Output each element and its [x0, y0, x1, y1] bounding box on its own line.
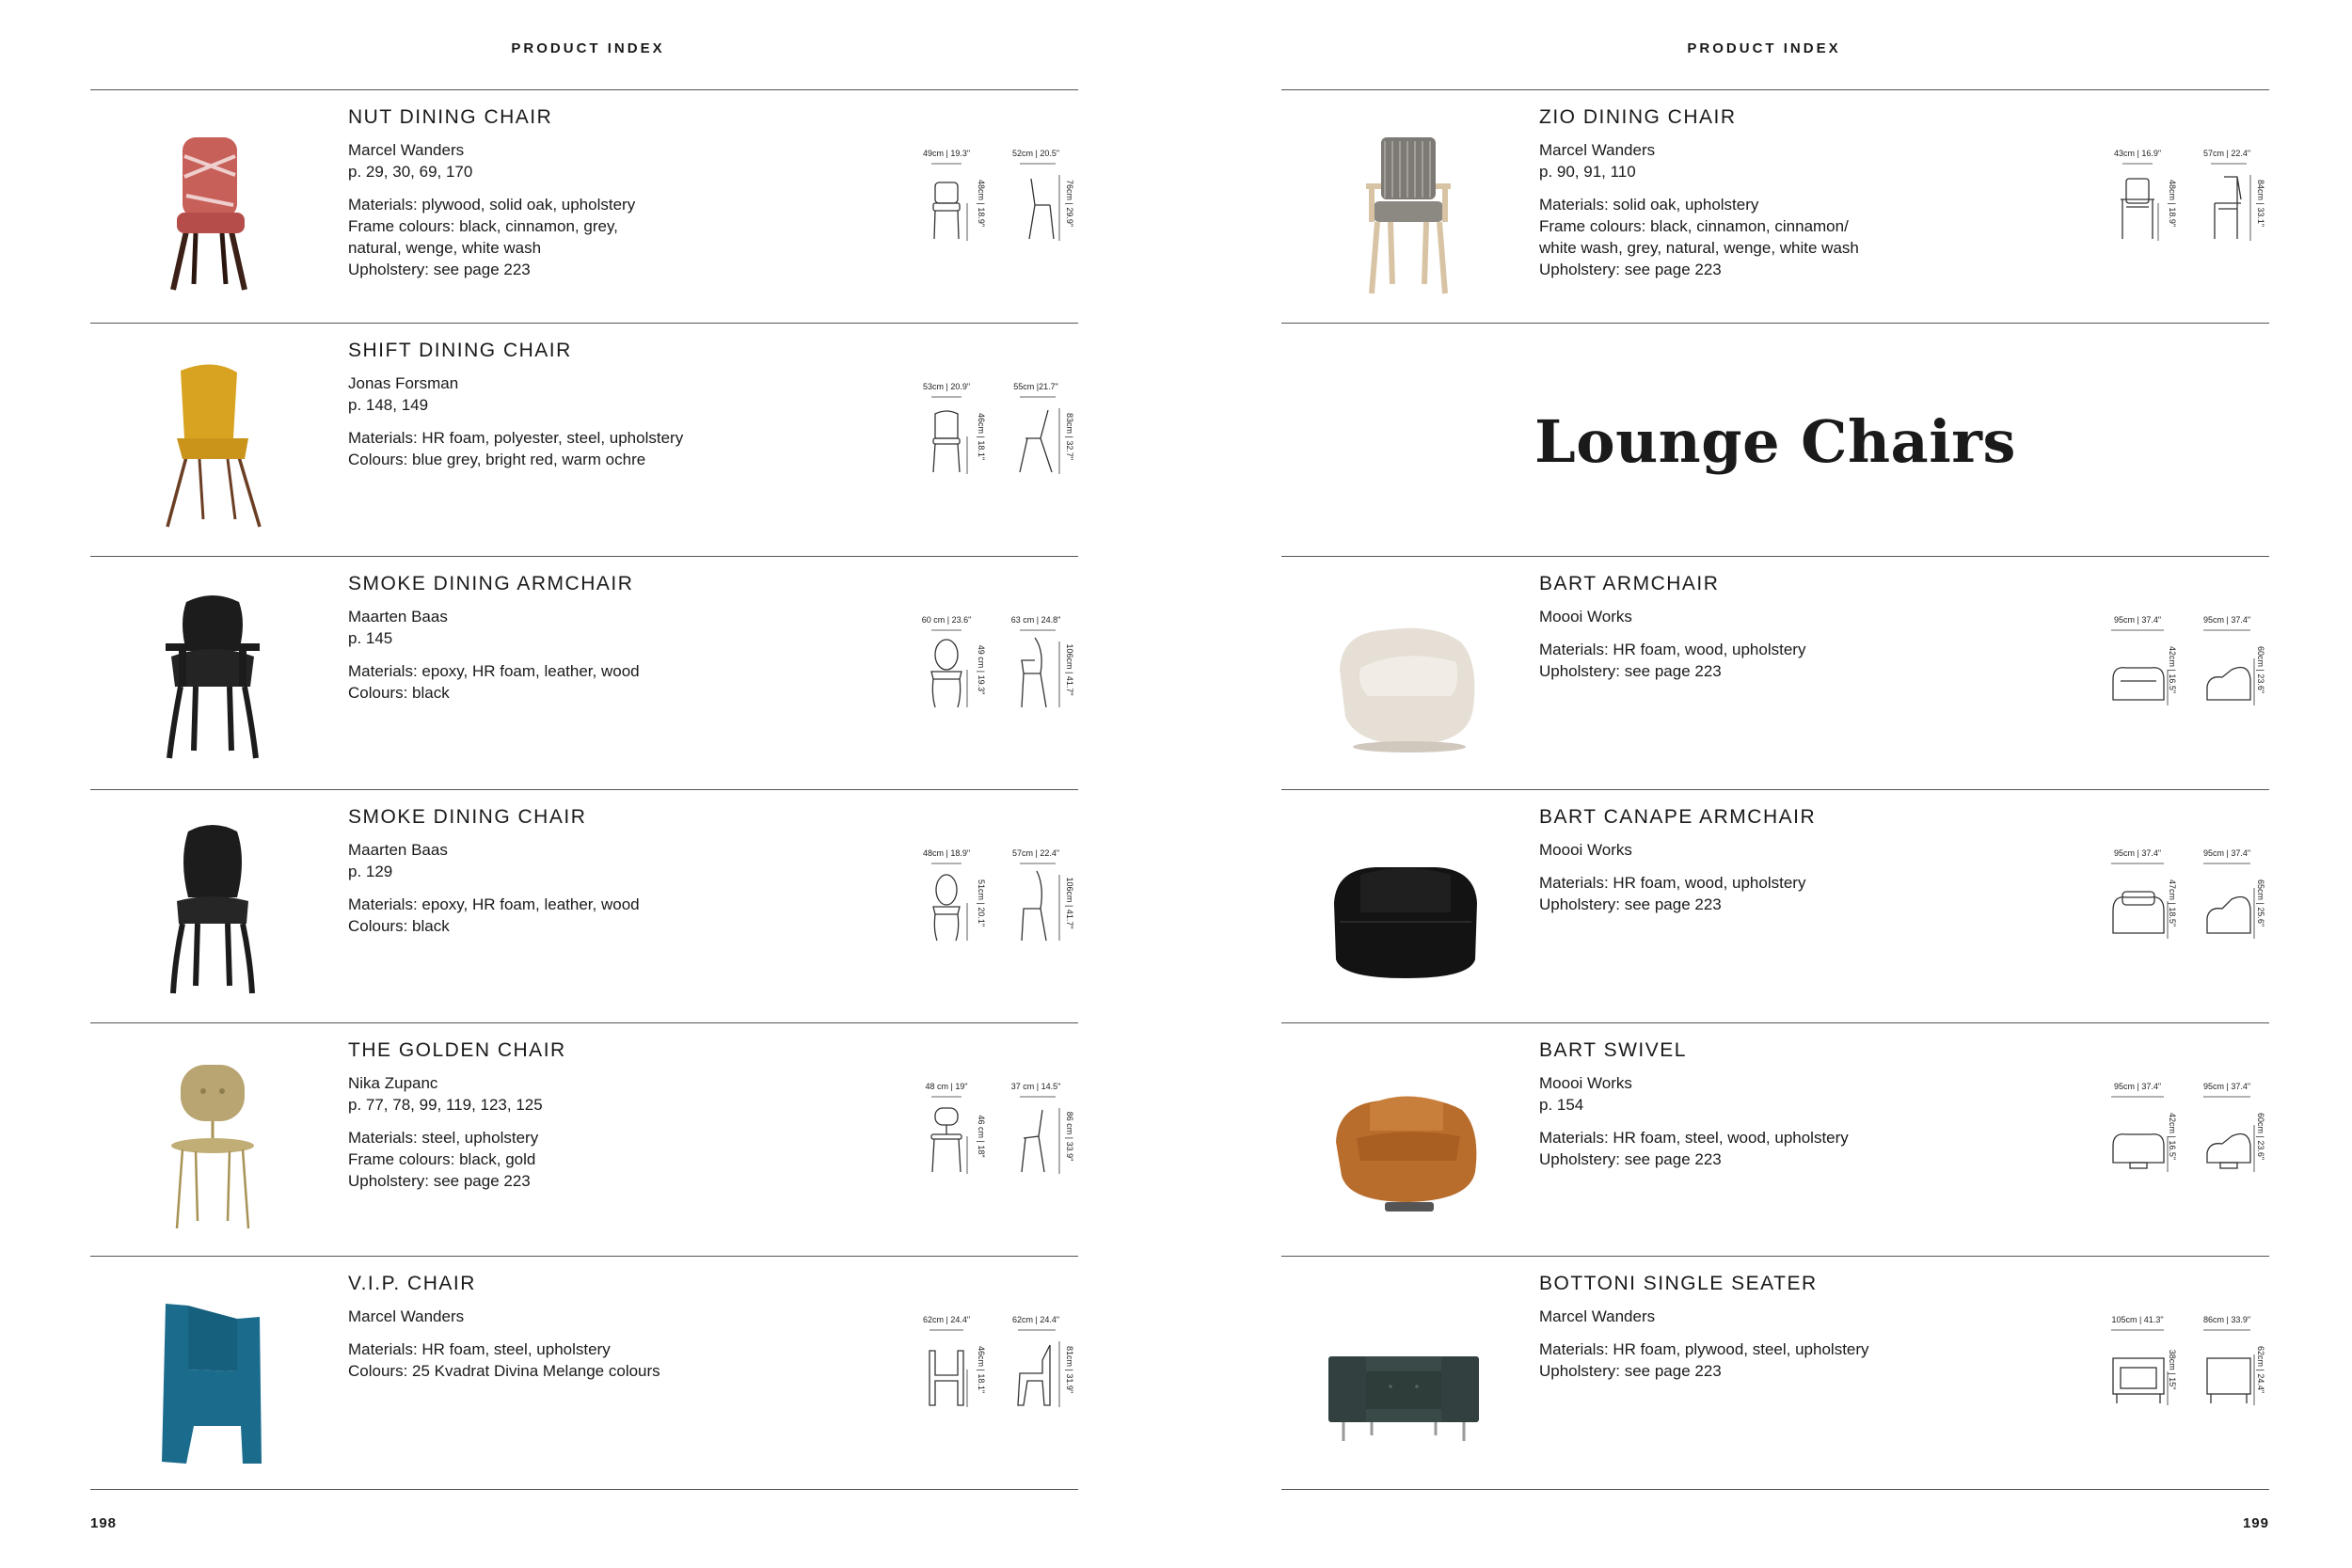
page-number-right: 199 [2242, 1515, 2269, 1531]
detail-line: Upholstery: see page 223 [348, 1172, 531, 1190]
product-entry-nut-dining-chair [90, 90, 1078, 324]
dim-seat-height: 42cm | 16.5" [2168, 645, 2177, 694]
dim-front-width: 105cm | 41.3" [2111, 1315, 2164, 1324]
detail-line: Upholstery: see page 223 [348, 261, 531, 278]
zio-dining-chair-photo [1319, 119, 1488, 297]
product-entry-bart-canape-armchair [1281, 790, 2269, 1023]
detail-line: Materials: solid oak, upholstery [1539, 196, 1759, 214]
dimension-drawing [2109, 1313, 2269, 1426]
detail-line: Upholstery: see page 223 [1539, 1362, 1722, 1380]
product-name: BART SWIVEL [1539, 1039, 1687, 1061]
dim-front-width: 48cm | 18.9" [922, 848, 971, 858]
product-entry-smoke-dining-chair [90, 790, 1078, 1023]
dim-total-height: 83cm | 32.7" [1065, 412, 1074, 461]
page-header-right: PRODUCT INDEX [1687, 40, 1841, 56]
dimension-drawing [2109, 613, 2269, 726]
dim-side-depth: 57cm | 22.4" [2202, 149, 2251, 158]
designer: Nika Zupanc [348, 1074, 438, 1092]
dim-seat-height: 42cm | 16.5" [2168, 1112, 2177, 1161]
product-name: SMOKE DINING CHAIR [348, 806, 587, 828]
detail-line: Colours: blue grey, bright red, warm ochre [348, 451, 646, 468]
dim-seat-height: 49 cm | 19.3" [977, 644, 986, 695]
detail-line: Materials: plywood, solid oak, upholstery [348, 196, 636, 214]
dim-front-width: 49cm | 19.3" [922, 149, 971, 158]
detail-line: Materials: steel, upholstery [348, 1129, 539, 1147]
product-entry-bart-armchair [1281, 557, 2269, 790]
dim-total-height: 60cm | 23.6" [2256, 645, 2265, 694]
dim-total-height: 81cm | 31.9" [1065, 1345, 1074, 1394]
dim-side-depth: 95cm | 37.4" [2202, 848, 2251, 858]
detail-line: Materials: epoxy, HR foam, leather, wood [348, 895, 640, 913]
dim-seat-height: 46 cm | 18" [977, 1115, 986, 1158]
dim-total-height: 106cm | 41.7" [1065, 643, 1074, 696]
designer: Maarten Baas [348, 841, 448, 859]
designer: Moooi Works [1539, 841, 1632, 859]
dim-side-depth: 55cm |21.7" [1013, 382, 1058, 391]
dim-front-width: 95cm | 37.4" [2113, 615, 2162, 625]
detail-line: Materials: HR foam, wood, upholstery [1539, 641, 1806, 658]
page-refs: p. 29, 30, 69, 170 [348, 163, 473, 181]
designer: Marcel Wanders [348, 141, 465, 159]
product-name: BART CANAPE ARMCHAIR [1539, 806, 1817, 828]
dim-seat-height: 47cm | 18.5" [2168, 879, 2177, 927]
page-refs: p. 77, 78, 99, 119, 123, 125 [348, 1096, 543, 1114]
product-name: NUT DINING CHAIR [348, 106, 553, 128]
designer: Maarten Baas [348, 608, 448, 626]
product-name: V.I.P. CHAIR [348, 1273, 476, 1294]
dim-front-width: 95cm | 37.4" [2113, 1082, 2162, 1091]
dim-total-height: 65cm | 25.6" [2256, 879, 2265, 927]
dim-total-height: 60cm | 23.6" [2256, 1112, 2265, 1161]
dim-side-depth: 63 cm | 24.8" [1010, 615, 1061, 625]
dimension-drawing [918, 847, 1078, 959]
dim-total-height: 86 cm | 33.9" [1065, 1111, 1074, 1162]
product-entry-bart-swivel [1281, 1023, 2269, 1257]
product-entry-the-golden-chair [90, 1023, 1078, 1257]
divider [1281, 323, 2269, 324]
shift-dining-chair-photo [128, 352, 297, 531]
detail-line: Materials: HR foam, steel, upholstery [348, 1340, 611, 1358]
dim-front-width: 60 cm | 23.6" [921, 615, 972, 625]
dim-front-width: 43cm | 16.9" [2113, 149, 2162, 158]
dimension-drawing [2109, 847, 2269, 959]
section-heading: Lounge Chairs [1534, 406, 2016, 476]
detail-line: Colours: black [348, 684, 450, 702]
dimension-drawing [2109, 1080, 2269, 1193]
product-entry-vip-chair [90, 1257, 1078, 1490]
detail-line: Frame colours: black, cinnamon, cinnamon/ [1539, 217, 1849, 235]
designer: Moooi Works [1539, 1074, 1632, 1092]
product-entry-shift-dining-chair [90, 324, 1078, 557]
page-refs: p. 90, 91, 110 [1539, 163, 1636, 181]
dim-seat-height: 46cm | 18.1" [977, 1345, 986, 1394]
product-name: ZIO DINING CHAIR [1539, 106, 1737, 128]
dim-front-width: 48 cm | 19" [925, 1082, 968, 1091]
detail-line: Colours: black [348, 917, 450, 935]
product-name: BOTTONI SINGLE SEATER [1539, 1273, 1818, 1294]
detail-line: Materials: HR foam, plywood, steel, upholstery [1539, 1340, 1869, 1358]
dimension-drawing [918, 1313, 1078, 1426]
dim-total-height: 84cm | 33.1" [2256, 179, 2265, 228]
detail-line: Colours: 25 Kvadrat Divina Melange colours [348, 1362, 660, 1380]
detail-line: Materials: epoxy, HR foam, leather, wood [348, 662, 640, 680]
detail-line: Frame colours: black, gold [348, 1150, 536, 1168]
designer: Moooi Works [1539, 608, 1632, 626]
bart-armchair-photo [1319, 585, 1488, 764]
page-refs: p. 145 [348, 629, 393, 647]
nut-dining-chair-photo [128, 119, 297, 297]
product-name: SHIFT DINING CHAIR [348, 340, 572, 361]
detail-line: Upholstery: see page 223 [1539, 1150, 1722, 1168]
dimension-drawing [918, 1080, 1078, 1193]
smoke-dining-chair-photo [128, 818, 297, 997]
bottoni-single-seater-photo [1319, 1285, 1488, 1464]
product-name: SMOKE DINING ARMCHAIR [348, 573, 634, 594]
page-refs: p. 148, 149 [348, 396, 429, 414]
dim-seat-height: 46cm | 18.1" [977, 412, 986, 461]
detail-line: natural, wenge, white wash [348, 239, 542, 257]
product-entry-zio-dining-chair [1281, 90, 2269, 324]
designer: Marcel Wanders [1539, 1307, 1656, 1325]
designer: Marcel Wanders [1539, 141, 1656, 159]
dimension-drawing [2109, 147, 2269, 260]
designer: Marcel Wanders [348, 1307, 465, 1325]
detail-line: Upholstery: see page 223 [1539, 261, 1722, 278]
page-number-left: 198 [90, 1515, 118, 1531]
product-entry-bottoni-single-seater [1281, 1257, 2269, 1490]
detail-line: Materials: HR foam, steel, wood, upholstery [1539, 1129, 1849, 1147]
dim-total-height: 76cm | 29.9" [1065, 179, 1074, 228]
bart-canape-armchair-photo [1319, 818, 1488, 997]
detail-line: Upholstery: see page 223 [1539, 895, 1722, 913]
dim-front-width: 95cm | 37.4" [2113, 848, 2162, 858]
the-golden-chair-photo [128, 1052, 297, 1230]
detail-line: Materials: HR foam, wood, upholstery [1539, 874, 1806, 892]
detail-line: white wash, grey, natural, wenge, white wash [1539, 239, 1859, 257]
dim-seat-height: 38cm | 15" [2168, 1349, 2177, 1390]
dimension-drawing [918, 147, 1078, 260]
dim-total-height: 62cm | 24.4" [2256, 1345, 2265, 1394]
dim-side-depth: 95cm | 37.4" [2202, 1082, 2251, 1091]
detail-line: Upholstery: see page 223 [1539, 662, 1722, 680]
dim-side-depth: 95cm | 37.4" [2202, 615, 2251, 625]
right-page [1176, 0, 2352, 1568]
dim-total-height: 106cm | 41.7" [1065, 877, 1074, 929]
dim-side-depth: 86cm | 33.9" [2202, 1315, 2251, 1324]
dim-seat-height: 48cm | 18.9" [2168, 179, 2177, 228]
dim-front-width: 62cm | 24.4" [922, 1315, 971, 1324]
divider [90, 1489, 1078, 1490]
smoke-dining-armchair-photo [128, 585, 297, 764]
dim-side-depth: 62cm | 24.4" [1011, 1315, 1060, 1324]
divider [1281, 1489, 2269, 1490]
product-entry-smoke-dining-armchair [90, 557, 1078, 790]
dim-front-width: 53cm | 20.9" [922, 382, 971, 391]
dim-side-depth: 57cm | 22.4" [1011, 848, 1060, 858]
product-name: BART ARMCHAIR [1539, 573, 1720, 594]
detail-line: Frame colours: black, cinnamon, grey, [348, 217, 618, 235]
dimension-drawing [918, 613, 1078, 726]
dim-seat-height: 51cm | 20.1" [977, 879, 986, 927]
dim-side-depth: 37 cm | 14.5" [1010, 1082, 1061, 1091]
vip-chair-photo [128, 1285, 297, 1464]
designer: Jonas Forsman [348, 374, 459, 392]
page-header-left: PRODUCT INDEX [511, 40, 665, 56]
page-refs: p. 154 [1539, 1096, 1584, 1114]
bart-swivel-photo [1319, 1052, 1488, 1230]
detail-line: Materials: HR foam, polyester, steel, upholstery [348, 429, 684, 447]
dim-seat-height: 48cm | 18.9" [977, 179, 986, 228]
product-name: THE GOLDEN CHAIR [348, 1039, 566, 1061]
page-refs: p. 129 [348, 863, 393, 880]
dimension-drawing [918, 380, 1078, 493]
dim-side-depth: 52cm | 20.5" [1011, 149, 1060, 158]
